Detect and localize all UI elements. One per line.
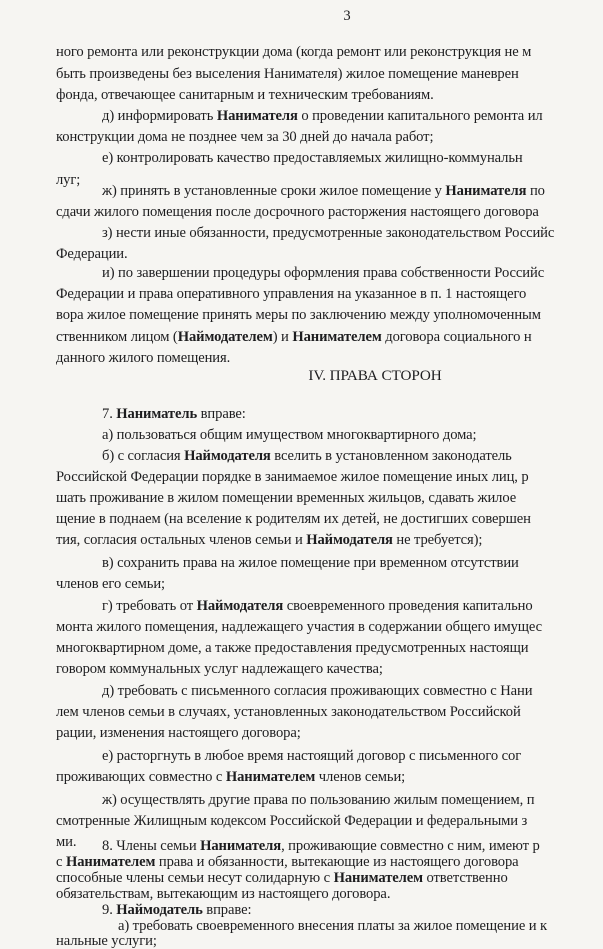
text-line (56, 832, 76, 852)
text-line (102, 838, 540, 854)
text-line (56, 638, 528, 658)
bold-term: Нанимателя (216, 108, 298, 124)
text-line (56, 767, 405, 787)
text-run: 7. (102, 406, 117, 422)
text-line (102, 425, 477, 445)
bold-term: Нанимателя (445, 183, 527, 199)
text-run: нальные услуги; (56, 933, 157, 949)
text-line (102, 263, 544, 283)
text-line (56, 284, 526, 304)
text-run: своевременного проведения капитально (283, 598, 533, 614)
text-line (56, 244, 128, 264)
text-run: смотренные Жилищным кодексом Российской Федерации и федеральными з (56, 813, 528, 829)
bold-term: Наймодателя (196, 598, 284, 614)
text-run: вправе: (197, 406, 246, 422)
text-line (56, 85, 434, 105)
text-run: е) контролировать качество предоставляемых жилищно-коммунальн (102, 150, 523, 166)
text-line (102, 681, 532, 701)
text-run: Российской Федерации порядке в занимаемое жилое помещение иных лиц, р (56, 469, 529, 485)
text-run: сдачи жилого помещения после досрочного расторжения настоящего договора (56, 204, 539, 220)
text-run: з) нести иные обязанности, предусмотренные законодательством Российс (102, 225, 555, 241)
text-line (102, 223, 554, 243)
text-line (56, 488, 516, 508)
text-run: вправе: (202, 902, 252, 918)
text-line (56, 467, 529, 487)
text-run: 8. Члены семьи (102, 838, 201, 854)
bold-term: Нанимателем (65, 854, 156, 870)
text-line (102, 596, 533, 616)
section-heading (0, 366, 603, 386)
bold-term: Нанимателя (200, 838, 282, 854)
text-run: права и обязанности, вытекающие из настоящего договора (155, 854, 519, 870)
text-run: ж) осуществлять другие права по пользованию жилым помещением, п (102, 792, 535, 808)
text-run: конструкции дома не позднее чем за 30 дней до начала работ; (56, 129, 434, 145)
text-line (102, 790, 535, 810)
text-run: IV. ПРАВА СТОРОН (308, 367, 442, 384)
text-run: монта жилого помещения, надлежащего участия в содержании общего имущес (56, 619, 543, 635)
text-run: в) сохранить права на жилое помещение при временном отсутствии (102, 555, 519, 571)
text-run: вселить в установленном законодатель (270, 448, 512, 464)
text-line (56, 811, 527, 831)
bold-term: Нанимателем (333, 870, 423, 886)
text-run: фонда, отвечающее санитарным и техническим требованиям. (56, 87, 434, 103)
bold-term: Наймодателем (177, 329, 273, 345)
text-run: шать проживание в жилом помещении временных жильцов, сдавать жилое (56, 490, 517, 506)
bold-term: Нанимателем (292, 329, 382, 345)
text-line (102, 106, 543, 126)
text-line (102, 553, 519, 573)
text-run: г) требовать от (102, 598, 197, 614)
text-run: а) требовать своевременного внесения платы за жилое помещение и к (118, 918, 547, 934)
text-run: вора жилое помещение принять меры по заключению между уполномоченным (56, 307, 541, 323)
text-line (56, 659, 383, 679)
text-run: договора социального н (381, 329, 532, 345)
page-number: 3 (343, 8, 351, 24)
bold-term: Наймодателя (306, 532, 393, 548)
text-line (56, 64, 519, 84)
text-run: говором коммунальных услуг надлежащего качества; (56, 661, 383, 677)
text-line (56, 327, 532, 347)
text-line (56, 617, 542, 637)
bold-term: Наниматель (116, 406, 198, 422)
text-line (56, 305, 541, 325)
text-line (56, 170, 80, 190)
text-run: ственником лицом ( (56, 329, 178, 345)
bold-term: Наймодателя (184, 448, 271, 464)
text-line (56, 42, 531, 62)
bold-term: Наймодатель (116, 902, 203, 918)
text-run: лем членов семьи в случаях, установленных законодательством Российской (56, 704, 521, 720)
text-line (56, 348, 230, 368)
text-line (56, 509, 531, 529)
text-run: луг; (56, 172, 81, 188)
text-line (56, 854, 519, 870)
text-line (56, 530, 482, 550)
text-line (56, 574, 165, 594)
text-run: щение в поднаем (на вселение к родителям их детей, не достигших совершен (56, 511, 531, 527)
text-line (56, 723, 301, 743)
text-line (56, 202, 539, 222)
text-run: данного жилого помещения. (56, 350, 231, 366)
text-run: , проживающие совместно с ним, имеют р (281, 838, 540, 854)
text-run: д) требовать с письменного согласия проживающих совместно с Нани (102, 683, 533, 699)
text-line (56, 127, 433, 147)
text-run: рации, изменения настоящего договора; (56, 725, 301, 741)
text-run: Федерации. (56, 246, 128, 262)
text-run: б) с согласия (102, 448, 185, 464)
text-run: и) по завершении процедуры оформления права собственности Российс (102, 265, 545, 281)
text-run: по (526, 183, 545, 199)
text-run: ) и (272, 329, 293, 345)
text-run: членов семьи; (315, 769, 406, 785)
text-run: д) информировать (102, 108, 217, 124)
text-run: 9. (102, 902, 117, 918)
text-run: а) пользоваться общим имуществом многоквартирного дома; (102, 427, 477, 443)
text-run: проживающих совместно с (56, 769, 226, 785)
text-line (102, 446, 512, 466)
text-run: ответственно (422, 870, 508, 886)
text-run: о проведении капитального ремонта ил (297, 108, 543, 124)
text-run: быть произведены без выселения Нанимателя) жилое помещение маневрен (56, 66, 519, 82)
text-line (102, 746, 521, 766)
text-line (56, 702, 521, 722)
text-run: не требуется); (392, 532, 483, 548)
text-run: ж) принять в установленные сроки жилое помещение у (102, 183, 446, 199)
text-line (56, 886, 390, 902)
text-run: обязательствам, вытекающим из настоящего договора. (56, 886, 391, 902)
text-line (118, 918, 547, 934)
text-line (102, 148, 523, 168)
text-run: членов его семьи; (56, 576, 165, 592)
text-run: ного ремонта или реконструкции дома (когда ремонт или реконструкция не м (56, 44, 532, 60)
text-run: способные члены семьи несут солидарную с (56, 870, 334, 886)
text-run: тия, согласия остальных членов семьи и (56, 532, 307, 548)
bold-term: Нанимателем (225, 769, 316, 785)
text-run: Федерации и права оперативного управления на указанное в п. 1 настоящего (56, 286, 527, 302)
text-line (56, 870, 508, 886)
text-run: ми. (56, 834, 77, 850)
text-line (56, 933, 157, 949)
text-line (102, 181, 545, 201)
text-run: е) расторгнуть в любое время настоящий договор с письменного сог (102, 748, 522, 764)
text-run: с (56, 854, 66, 870)
text-line (102, 404, 246, 424)
text-line (102, 902, 251, 918)
text-run: многоквартирном доме, а также предоставления предусмотренных настоящи (56, 640, 529, 656)
